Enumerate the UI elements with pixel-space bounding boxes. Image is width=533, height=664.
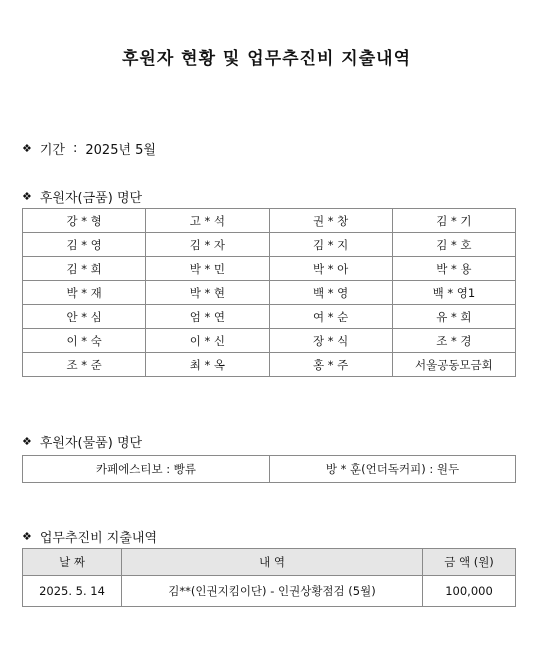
expense-detail: 김**(인권지킴이단) - 인권상황점검 (5월) — [122, 576, 423, 607]
table-header-row — [23, 549, 516, 576]
goods-donor-cell: 방 * 훈(언더독커피) : 원두 — [270, 456, 516, 483]
period-line — [22, 139, 156, 158]
column-header-detail: 내 역 — [122, 549, 423, 576]
donor-name-cell: 안 * 심 — [23, 305, 146, 329]
period-separator: : — [73, 141, 78, 156]
table-row — [23, 576, 516, 607]
table-row — [23, 281, 516, 305]
expenses-table — [22, 548, 516, 607]
diamond-bullet-icon: ❖ — [22, 142, 32, 155]
donor-name-cell: 백 * 영 — [269, 281, 392, 305]
expense-amount: 100,000 — [423, 576, 516, 607]
table-row — [23, 456, 516, 483]
donor-name-cell: 박 * 현 — [146, 281, 269, 305]
donor-name-cell: 김 * 희 — [23, 257, 146, 281]
period-label: 기간 — [39, 143, 65, 158]
donor-name-cell: 강 * 형 — [23, 209, 146, 233]
donor-name-cell: 박 * 용 — [392, 257, 515, 281]
column-header-date: 날 짜 — [23, 549, 122, 576]
table-row — [23, 353, 516, 377]
table-row — [23, 305, 516, 329]
donor-name-cell: 김 * 자 — [146, 233, 269, 257]
donor-name-cell: 박 * 민 — [146, 257, 269, 281]
table-row — [23, 233, 516, 257]
donor-name-cell: 엄 * 연 — [146, 305, 269, 329]
table-row — [23, 257, 516, 281]
donor-name-cell: 서울공동모금회 — [392, 353, 515, 377]
donor-name-cell: 조 * 준 — [23, 353, 146, 377]
page-title: 후원자 현황 및 업무추진비 지출내역 — [121, 49, 411, 69]
donor-name-cell: 권 * 창 — [269, 209, 392, 233]
money-donors-heading — [22, 187, 142, 206]
donor-name-cell: 장 * 식 — [269, 329, 392, 353]
donor-name-cell: 김 * 기 — [392, 209, 515, 233]
donor-name-cell: 홍 * 주 — [269, 353, 392, 377]
goods-donor-cell: 카페에스티보 : 빵류 — [23, 456, 270, 483]
donor-name-cell: 박 * 아 — [269, 257, 392, 281]
donor-name-cell: 이 * 숙 — [23, 329, 146, 353]
expense-date: 2025. 5. 14 — [23, 576, 122, 607]
donor-name-cell: 김 * 영 — [23, 233, 146, 257]
donor-name-cell: 조 * 경 — [392, 329, 515, 353]
donor-name-cell: 김 * 지 — [269, 233, 392, 257]
expenses-heading — [22, 527, 157, 546]
money-donors-heading-text: 후원자(금품) 명단 — [39, 191, 143, 206]
money-donors-table — [22, 208, 516, 377]
goods-donors-heading — [22, 432, 142, 451]
table-row — [23, 209, 516, 233]
expenses-heading-text: 업무추진비 지출내역 — [39, 531, 158, 546]
donor-name-cell: 여 * 순 — [269, 305, 392, 329]
donor-name-cell: 이 * 신 — [146, 329, 269, 353]
donor-name-cell: 유 * 희 — [392, 305, 515, 329]
period-value: 2025년 5월 — [85, 143, 156, 158]
diamond-bullet-icon: ❖ — [22, 190, 32, 203]
column-header-amount: 금 액 (원) — [423, 549, 516, 576]
donor-name-cell: 고 * 석 — [146, 209, 269, 233]
diamond-bullet-icon: ❖ — [22, 530, 32, 543]
donor-name-cell: 김 * 호 — [392, 233, 515, 257]
donor-name-cell: 박 * 재 — [23, 281, 146, 305]
diamond-bullet-icon: ❖ — [22, 435, 32, 448]
goods-donors-table — [22, 455, 516, 483]
table-row — [23, 329, 516, 353]
goods-donors-heading-text: 후원자(물품) 명단 — [39, 436, 143, 451]
donor-name-cell: 백 * 영1 — [392, 281, 515, 305]
donor-name-cell: 최 * 옥 — [146, 353, 269, 377]
